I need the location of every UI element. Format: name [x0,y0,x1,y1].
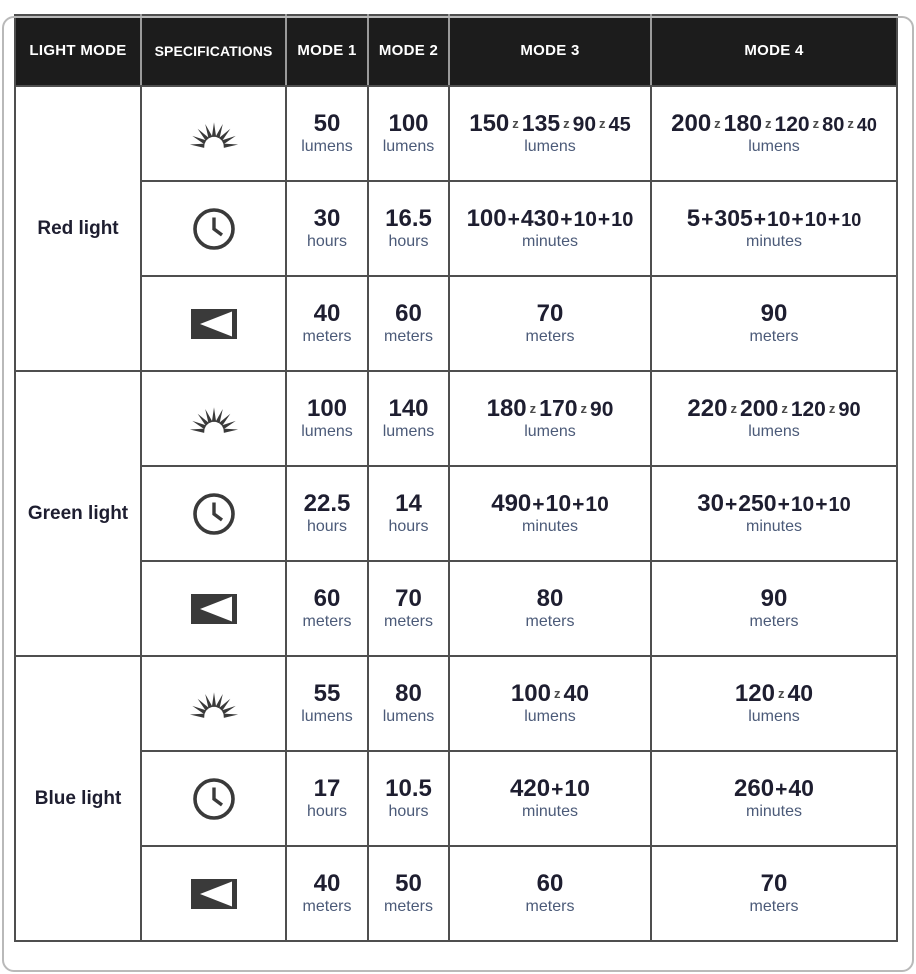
table-row [15,466,897,561]
spec-value [371,776,446,801]
table-row [15,276,897,371]
spec-unit: lumens [301,707,353,725]
spec-cell [368,276,449,371]
spec-unit: minutes [745,517,803,535]
plus-separator: + [815,493,828,517]
spec-value [289,206,365,231]
spec-number: 260 [734,775,775,803]
spec-unit: lumens [748,422,800,440]
spec-number: 305 [714,205,753,232]
spec-number: 10 [828,494,851,517]
spec-value [371,681,446,706]
spec-number: 200 [739,395,779,422]
spec-number: 135 [521,110,561,137]
spec-number: 40 [856,115,877,136]
spec-number: 10 [790,493,815,517]
spec-cell [449,371,651,466]
spec-value [289,301,365,326]
spec-value [654,206,894,231]
spec-value [654,111,894,136]
table-body [15,86,897,941]
spec-unit: hours [388,517,429,535]
spec-number: 10 [767,208,791,232]
spec-number: 90 [572,113,597,137]
spec-number: 50 [313,110,341,138]
mode-cycle-separator: z [599,116,606,132]
col-header-mode-2: MODE 2 [368,15,449,86]
spec-number: 50 [395,870,422,898]
brightness-icon [141,371,286,466]
spec-number: 60 [536,870,564,898]
spec-unit: minutes [745,802,803,820]
spec-number: 90 [760,300,788,328]
spec-number: 490 [491,490,532,518]
spec-unit: hours [306,232,348,250]
spec-number: 5 [686,205,701,233]
runtime-clock-icon [141,466,286,561]
beam-distance-icon [141,846,286,941]
spec-unit: lumens [748,707,800,725]
mode-cycle-separator: z [781,401,788,417]
spec-cell [449,86,651,181]
spec-number: 16.5 [385,205,432,233]
spec-value [289,681,365,706]
spec-number: 180 [486,395,527,423]
spec-cell [449,561,651,656]
spec-number: 80 [536,585,564,613]
col-header-mode-4: MODE 4 [651,15,897,86]
spec-unit: lumens [382,137,435,155]
spec-value [452,586,648,611]
spec-value [452,396,648,421]
spec-cell [651,846,897,941]
spec-unit: meters [525,612,575,630]
plus-separator: + [724,493,738,517]
spec-cell [449,656,651,751]
runtime-clock-icon [141,751,286,846]
plus-separator: + [775,778,788,802]
spec-unit: lumens [524,422,576,440]
spec-value [654,871,894,896]
brightness-icon-glyph [183,683,245,725]
beam-distance-icon-glyph [191,879,237,909]
spec-unit: minutes [745,232,803,250]
spec-cell [368,561,449,656]
plus-separator: + [551,778,564,802]
spec-cell [286,466,368,561]
spec-number: 140 [388,395,429,423]
spec-value [452,776,648,801]
spec-number: 40 [313,300,341,328]
spec-number: 90 [838,399,861,422]
col-header-mode-3: MODE 3 [449,15,651,86]
spec-number: 30 [313,205,341,233]
spec-unit: lumens [301,137,353,155]
mode-cycle-separator: z [714,116,721,132]
spec-cell [449,751,651,846]
spec-value [452,206,648,231]
spec-number: 80 [822,114,845,137]
spec-number: 120 [790,398,826,422]
spec-cell [651,86,897,181]
spec-unit: meters [525,327,575,345]
spec-cell [286,371,368,466]
mode-cycle-separator: z [765,116,772,132]
spec-value [289,586,365,611]
plus-separator: + [777,493,790,517]
spec-number: 180 [723,110,763,137]
spec-value [452,301,648,326]
spec-value [371,871,446,896]
spec-unit: meters [302,327,352,345]
brightness-icon [141,86,286,181]
light-mode-label-green-light: Green light [15,371,141,656]
spec-number: 430 [520,205,560,232]
spec-unit: hours [306,802,348,820]
spec-unit: meters [525,897,575,915]
spec-number: 40 [788,775,814,802]
beam-distance-icon [141,276,286,371]
spec-value [289,871,365,896]
plus-separator: + [572,493,585,517]
header-row [15,15,897,86]
spec-unit: hours [306,517,348,535]
spec-number: 80 [395,680,422,708]
spec-value [371,586,446,611]
spec-number: 10 [545,490,572,517]
plus-separator: + [597,208,611,232]
spec-value [452,491,648,516]
spec-number: 10 [611,209,634,232]
spec-number: 70 [536,300,564,328]
beam-distance-icon-glyph [191,594,237,624]
spec-number: 10 [564,775,590,802]
spec-value [452,681,648,706]
spec-number: 170 [539,395,578,422]
mode-cycle-separator: z [580,401,588,417]
spec-value [289,776,365,801]
plus-separator: + [507,208,520,232]
spec-number: 30 [697,490,724,518]
spec-number: 40 [563,680,590,707]
table-row [15,371,897,466]
mode-cycle-separator: z [847,116,854,132]
spec-number: 200 [671,110,712,138]
mode-cycle-separator: z [730,401,737,417]
spec-unit: minutes [521,517,579,535]
brightness-icon-glyph [183,398,245,440]
spec-number: 10 [585,493,609,517]
spec-number: 100 [510,680,551,708]
spec-cell [449,181,651,276]
spec-number: 100 [306,395,348,423]
spec-cell [286,656,368,751]
spec-number: 14 [395,490,422,518]
table-row [15,656,897,751]
spec-value [289,491,365,516]
plus-separator: + [753,208,767,232]
mode-cycle-separator: z [563,116,570,132]
spec-number: 100 [466,205,507,233]
spec-value [371,301,446,326]
mode-cycle-separator: z [812,116,820,132]
light-mode-label-red-light: Red light [15,86,141,371]
spec-cell [651,371,897,466]
spec-number: 90 [590,398,614,422]
spec-unit: meters [749,897,799,915]
mode-cycle-separator: z [553,686,561,702]
spec-cell [368,846,449,941]
spec-number: 40 [313,870,341,898]
runtime-clock-icon [141,181,286,276]
spec-number: 17 [313,775,341,803]
spec-cell [286,561,368,656]
spec-cell [368,466,449,561]
spec-number: 10 [573,208,597,232]
col-header-mode-1: MODE 1 [286,15,368,86]
spec-cell [286,846,368,941]
spec-value [289,396,365,421]
spec-number: 100 [388,110,429,138]
beam-distance-icon-glyph [191,309,237,339]
spec-cell [368,371,449,466]
light-mode-label-blue-light: Blue light [15,656,141,941]
spec-number: 250 [738,490,777,517]
brightness-icon [141,656,286,751]
spec-value [371,206,446,231]
spec-number: 420 [510,775,551,803]
plus-separator: + [701,208,714,232]
spec-unit: meters [384,612,433,630]
clock-icon-glyph [191,776,237,822]
spec-unit: lumens [382,707,435,725]
spec-value [654,301,894,326]
spec-number: 150 [469,110,510,138]
clock-icon-glyph [191,491,237,537]
spec-value [654,491,894,516]
spec-number: 10.5 [385,775,432,803]
spec-unit: lumens [524,707,576,725]
table-row [15,86,897,181]
spec-cell [651,276,897,371]
table-row [15,181,897,276]
brightness-icon-glyph [183,113,245,155]
spec-unit: lumens [524,137,576,155]
plus-separator: + [532,493,545,517]
spec-cell [286,276,368,371]
col-header-light-mode: LIGHT MODE [15,15,141,86]
spec-value [371,396,446,421]
mode-cycle-separator: z [529,401,537,417]
spec-cell [286,181,368,276]
spec-cell [286,751,368,846]
page [0,14,916,942]
spec-value [654,396,894,421]
spec-cell [368,656,449,751]
spec-number: 220 [687,395,728,423]
spec-value [654,681,894,706]
spec-cell [368,181,449,276]
table-row [15,846,897,941]
spec-number: 70 [760,870,788,898]
spec-number: 70 [395,585,422,613]
spec-number: 45 [608,114,631,137]
col-header-specifications: SPECIFICATIONS [141,15,286,86]
spec-unit: lumens [748,137,800,155]
spec-number: 10 [841,210,862,231]
spec-unit: minutes [521,232,579,250]
spec-unit: minutes [521,802,579,820]
spec-number: 10 [804,209,827,232]
plus-separator: + [560,208,573,232]
spec-number: 90 [760,585,788,613]
table-row [15,751,897,846]
spec-cell [651,751,897,846]
spec-unit: meters [302,612,352,630]
spec-value [654,776,894,801]
spec-number: 60 [395,300,422,328]
spec-value [289,111,365,136]
spec-number: 55 [313,680,341,708]
mode-cycle-separator: z [512,116,519,132]
spec-number: 120 [774,113,810,137]
spec-cell [651,466,897,561]
light-spec-table [14,14,898,942]
spec-cell [449,846,651,941]
mode-cycle-separator: z [828,401,836,417]
spec-cell [651,656,897,751]
spec-unit: lumens [301,422,353,440]
spec-unit: lumens [382,422,435,440]
clock-icon-glyph [191,206,237,252]
spec-cell [651,561,897,656]
spec-cell [368,751,449,846]
spec-cell [286,86,368,181]
spec-unit: meters [384,897,433,915]
spec-number: 60 [313,585,341,613]
plus-separator: + [791,208,804,232]
spec-number: 22.5 [303,490,351,518]
spec-cell [368,86,449,181]
spec-number: 120 [734,680,775,708]
spec-unit: hours [388,232,429,250]
spec-cell [651,181,897,276]
spec-unit: meters [749,612,799,630]
spec-value [371,491,446,516]
spec-unit: meters [749,327,799,345]
spec-unit: meters [384,327,433,345]
spec-cell [449,466,651,561]
beam-distance-icon [141,561,286,656]
spec-unit: hours [388,802,429,820]
spec-unit: meters [302,897,352,915]
table-row [15,561,897,656]
spec-cell [449,276,651,371]
spec-value [452,111,648,136]
mode-cycle-separator: z [777,686,785,702]
spec-value [654,586,894,611]
spec-value [371,111,446,136]
spec-value [452,871,648,896]
spec-number: 40 [787,680,814,707]
plus-separator: + [827,208,841,232]
